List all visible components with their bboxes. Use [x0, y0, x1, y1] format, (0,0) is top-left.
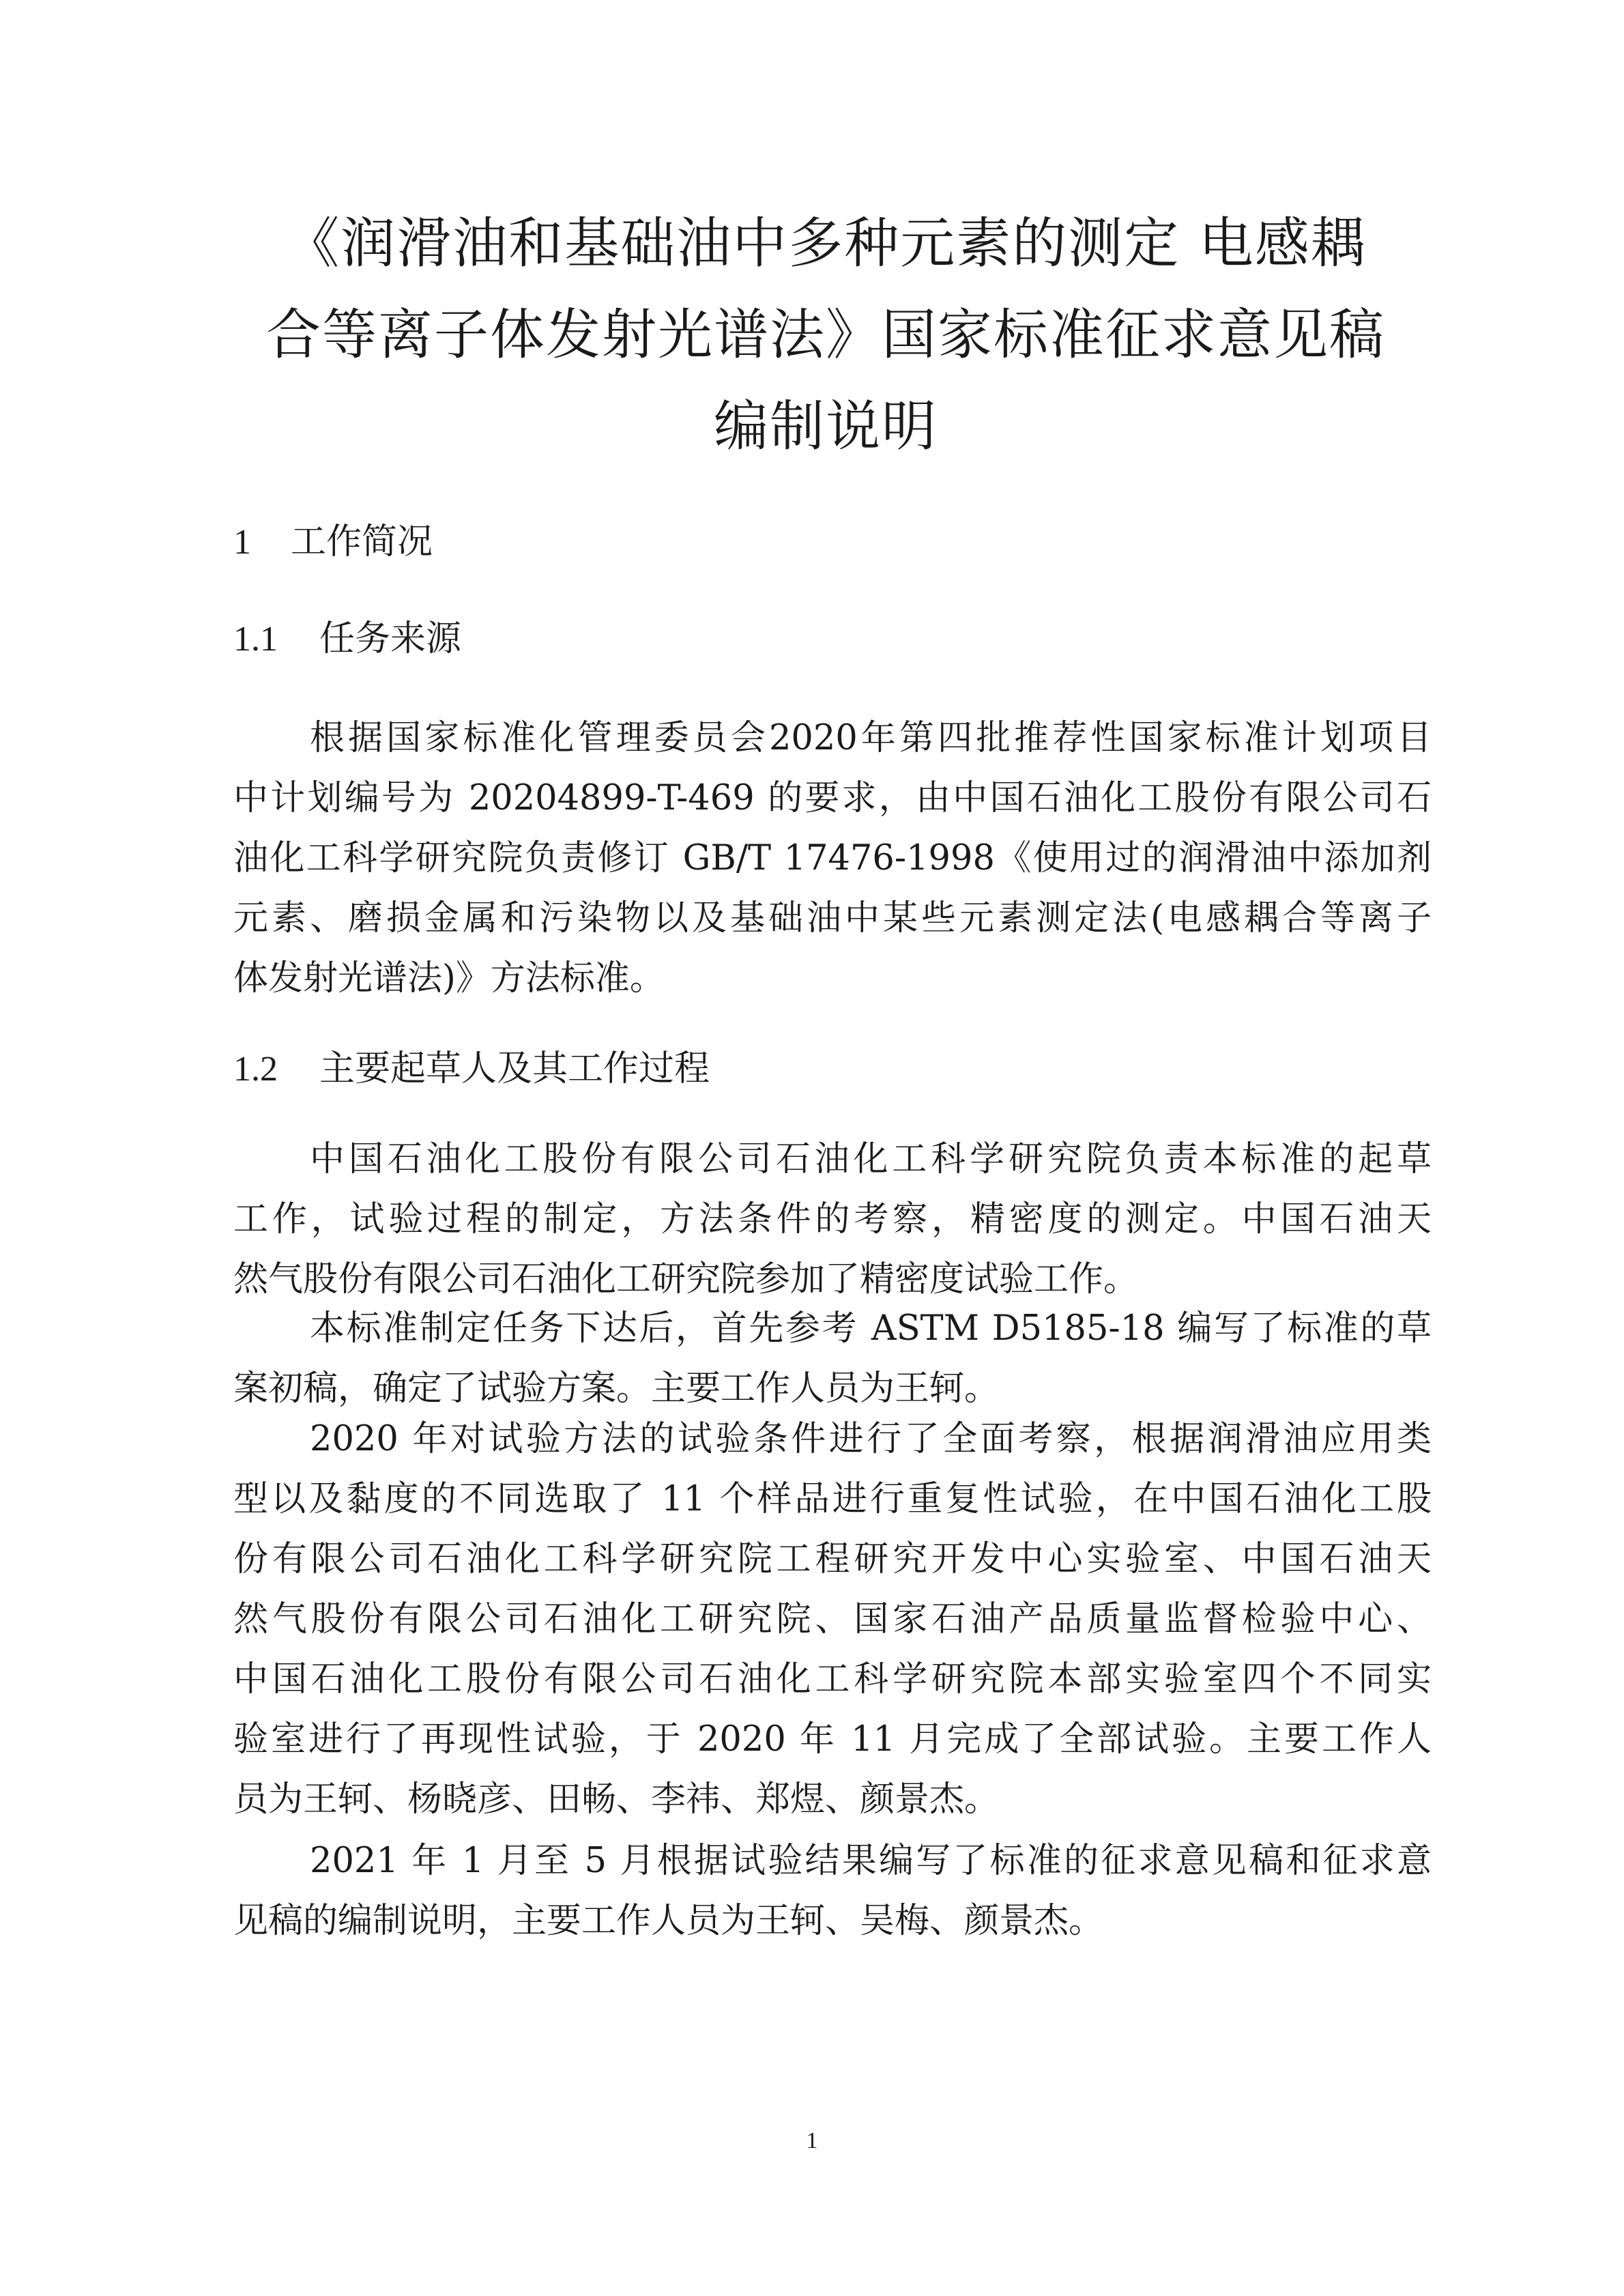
section-heading-1	[233, 518, 433, 566]
paragraph-line: 然气股份有限公司石油化工研究院、国家石油产品质量监督检验中心、	[233, 1599, 1432, 1639]
paragraph-line: 2021 年 1 月至 5 月根据试验结果编写了标准的征求意见稿和征求意	[310, 1841, 1432, 1881]
paragraph-draft-initial	[233, 1299, 1432, 1419]
paragraph-line: 油化工科学研究院负责修订 GB/T 17476-1998《使用过的润滑油中添加剂	[233, 838, 1432, 878]
title-line: 编制说明	[714, 394, 938, 458]
section-number: 1.1	[233, 620, 278, 659]
paragraph-line: 型以及黏度的不同选取了 11 个样品进行重复性试验，在中国石油化工股	[233, 1479, 1432, 1519]
paragraph-line: 见稿的编制说明，主要工作人员为王轲、吴梅、颜景杰。	[233, 1901, 1104, 1941]
paragraph-line: 中国石油化工股份有限公司石油化工科学研究院本部实验室四个不同实	[233, 1659, 1432, 1699]
paragraph-2020-tests	[233, 1409, 1432, 1830]
section-heading-1-1	[233, 615, 461, 663]
paragraph-line: 工作，试验过程的制定，方法条件的考察，精密度的测定。中国石油天	[233, 1199, 1432, 1239]
paragraph-line: 2020 年对试验方法的试验条件进行了全面考察，根据润滑油应用类	[310, 1419, 1432, 1459]
paragraph-line: 员为王轲、杨晓彦、田畅、李祎、郑煜、颜景杰。	[233, 1779, 1000, 1820]
paragraph-line: 体发射光谱法)》方法标准。	[233, 958, 665, 999]
paragraph-line: 中计划编号为 20204899-T-469 的要求，由中国石油化工股份有限公司石	[233, 778, 1432, 818]
paragraph-drafting-unit	[233, 1130, 1432, 1310]
title-line: 合等离子体发射光谱法》国家标准征求意见稿	[266, 303, 1385, 367]
paragraph-line: 元素、磨损金属和污染物以及基础油中某些元素测定法(电感耦合等离子	[233, 898, 1432, 938]
paragraph-line: 验室进行了再现性试验，于 2020 年 11 月完成了全部试验。主要工作人	[233, 1719, 1432, 1760]
document-title	[225, 198, 1426, 472]
section-title: 工作简况	[291, 521, 433, 562]
title-line: 《润滑油和基础油中多种元素的测定 电感耦	[285, 212, 1367, 275]
paragraph-line: 根据国家标准化管理委员会2020年第四批推荐性国家标准计划项目	[310, 718, 1432, 758]
section-number: 1	[233, 523, 251, 562]
section-title: 任务来源	[319, 618, 462, 659]
paragraph-line: 然气股份有限公司石油化工研究院参加了精密度试验工作。	[233, 1259, 1139, 1300]
paragraph-line: 份有限公司石油化工科学研究院工程研究开发中心实验室、中国石油天	[233, 1539, 1432, 1579]
section-number: 1.2	[233, 1050, 278, 1089]
paragraph-line: 中国石油化工股份有限公司石油化工科学研究院负责本标准的起草	[310, 1139, 1432, 1179]
section-heading-1-2	[233, 1045, 710, 1093]
paragraph-line: 案初稿，确定了试验方案。主要工作人员为王轲。	[233, 1368, 1000, 1409]
paragraph-line: 本标准制定任务下达后，首先参考 ASTM D5185-18 编写了标准的草	[310, 1308, 1432, 1349]
paragraph-task-source	[233, 708, 1432, 1009]
section-title: 主要起草人及其工作过程	[319, 1048, 710, 1089]
page-number: 1	[806, 2128, 818, 2153]
paragraph-2021-drafting	[233, 1831, 1432, 1951]
